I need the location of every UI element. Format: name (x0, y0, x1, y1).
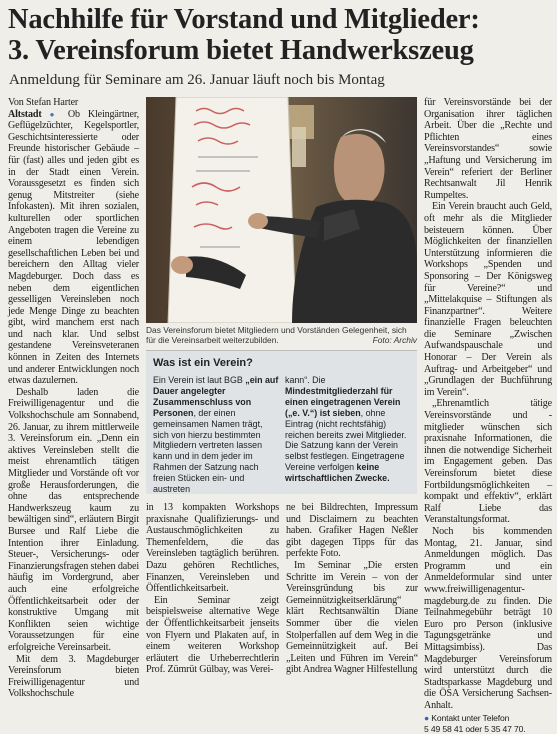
info-text: , der einen gemeinsamen Namen trägt, sich von hierzu bestimmten Mitgliedern vertreten lassen kann und in dem jeder im Rahmen der Satzung nach freien Stücken ein- und austreten (153, 407, 263, 495)
paragraph: Mit dem 3. Magdeburger Vereinsforum bieten Freiwilligenagentur und Volkshochschule (8, 653, 139, 700)
caption-text: Das Vereinsforum bietet Mitgliedern und Vorständen Gelegenheit, sich für die Vereinsarbeit weiterzubilden. (146, 325, 407, 345)
text-column-2 (146, 502, 279, 676)
paragraph: Ein Seminar zeigt beispielsweise alternative Wege der Öffentlichkeitsarbeit jenseits von Flyern und Plakaten auf, in einem weiteren Workshop erläutert die Urheberrechtlerin Prof. Zümrüt Gülbay, was Verei- (146, 594, 279, 676)
paragraph: Ein Verein braucht auch Geld, oft mehr als die Mitglieder beisteuern können. Über Möglichkeiten der finanziellen Unterstützung informieren die Workshops „Spenden und Sponsoring – Der Königsweg für Vereine?“ und „Mittelakquise – Stiftungen als Finanzpartner“. Weitere finanzielle Fragen beleuchten die Seminare „Zwischen Aufwandspauschale und Honorar – Der Verein als Auftrag- und Arbeitgeber“ und „Grundlagen der Buchführung im Verein“. (424, 201, 552, 398)
article-subheadline: Anmeldung für Seminare am 26. Januar läuft noch bis Montag (9, 72, 385, 88)
text-column-1 (8, 97, 139, 700)
info-text: , ohne Eintrag (nicht rechtsfähig) reichen bereits zwei Mitglieder. Die Satzung kann der Verein selbst festlegen. Eingetragene Vereine verfolgen (285, 407, 407, 473)
info-box-column-1 (153, 375, 279, 495)
paragraph (8, 109, 139, 387)
info-text: Ein Verein ist laut BGB (153, 375, 246, 385)
info-box-column-2 (285, 375, 411, 484)
paragraph: ne bei Bildrechten, Impressum und Disclaimern zu beachten haben. Grafiker Hagen Neßler gibt dagegen Tipps für das perfekte Foto. (286, 502, 418, 560)
info-box-title: Was ist ein Verein? (153, 357, 253, 369)
paragraph: Noch bis kommenden Montag, 21. Januar, sind Anmeldungen möglich. Das Programm und ein Anmeldeformular sind unter www.freiwilligenagentur-magdeburg.de zu finden. Die Teilnahmegebühr beträgt 10 Euro pro Person (inklusive Tagungsgetränke und Mittagsimbiss). Das Magdeburger Vereinsforum wird unterstützt durch die Stadtsparkasse Magdeburg und die ÖSA Versicherung Sachsen-Anhalt. (424, 525, 552, 711)
info-text-bold: Mindestmitgliederzahl für einen eingetragenen Verein („e. V.“) ist sieben (285, 385, 401, 418)
contact-dot-icon: ● (424, 713, 430, 724)
photo-credit: Foto: Archiv (372, 335, 417, 345)
byline: Von Stefan Harter (8, 97, 79, 108)
text-column-3 (286, 502, 418, 676)
article-photo (146, 97, 417, 323)
info-text-bold: keine wirtschaftlichen Zwecke. (285, 462, 390, 484)
article-headline (8, 4, 553, 66)
paragraph: „Ehrenamtlich tätige Vereinsvorstände und -mitglieder wünschen sich praxisnahe Informationen, die ihnen die notwendige Sicherheit im Engagement geben. Das Vereinsforum bietet diese Fortbildungsmöglichkeiten – kompakt und effektiv“, erklärt Ralf Liebe das Veranstaltungsformat. (424, 398, 552, 526)
paragraph: Im Seminar „Die ersten Schritte im Verein – von der Vereinsgründung bis zur Gemeinnützigkeitserklärung“ klärt Rechtsanwältin Diane Sommer über die vielen Stolperfallen auf dem Weg in die Gemeinnützigkeit auf. Bei „Leiten und Führen im Verein“ gibt Andrea Wagner Hilfestellung (286, 559, 418, 676)
paragraph: in 13 kompakten Workshops praxisnahe Qualifizierungs- und Austauschmöglichkeiten zu Themenfeldern, die das Vereinsleben tagtäglich berühren. Dazu gehören Rechtliches, Finanzen, Vereinsleben und Öffentlichkeitsarbeit. (146, 502, 279, 595)
info-box (146, 350, 417, 494)
photo-illustration (146, 97, 417, 323)
text-column-4 (424, 97, 552, 734)
contact-numbers: 5 49 58 41 oder 5 35 47 70. (424, 723, 526, 734)
contact-label: Kontakt unter Telefon (431, 713, 510, 724)
paragraph-text: Ob Kleingärtner, Geflügelzüchter, Kegelsportler, Geschichtsinteressierte oder Freunde historischer Gebäude – für (fast) alles und jeden gibt es in der Stadt einen Verein. Voraussgesetzt es finden sich genug Mitstreiter (siehe Infokasten). Mit ihren sozialen, kulturellen oder sportlichen Angeboten tragen die Vereine zu einem lebendigen gesellschaftlichen Leben bei und bereichern den Alltag vieler Magdeburger. Doch dass es neben dem eigentlichen gesselligen Vereinsleben noch jede Menge Dinge zu beachten gibt, wird manchem erst nach und nach klar. Und selbst gestandene Vereinsveteranen können in Zeiten des Internets und anderer Entwicklungen noch etwas dazulernen. (8, 108, 140, 387)
info-text: kann“. Die (285, 375, 326, 385)
headline-line-2: 3. Vereinsforum bietet Handwerkszeug (8, 35, 474, 66)
location-dot-icon: ● (49, 109, 60, 119)
location-label: Altstadt (8, 108, 42, 120)
info-text-bold: „ein auf Dauer angelegter Zusammenschluss von Personen (153, 375, 279, 418)
photo-caption (146, 325, 417, 345)
paragraph: Deshalb laden die Freiwilligenagentur und die Volkshochschule am Sonnabend, 26. Januar, zu ihrem mittlerweile 3. Vereinsforum ein. „Denn ein aktives Vereinsleben stellt die meist ehrenamtlich tätigen Mitglieder und Vorstände oft vor große Herausforderungen, die ohne das entsprechende Handwerkszeug kaum zu bewältigen sind“, erläutern Birgit Bursee und Ralf Liebe die Intention ihrer Einladung. Steuer-, Versicherungs- oder Finanzierungsfragen stehen dabei häufig im Vordergrund, aber auch eine erfolgreiche Öffentlichkeitsarbeit oder der konstruktive Umgang mit Konflikten seien wichtige Voraussetzungen für eine erfolgreiche Vereinsarbeit. (8, 386, 139, 653)
contact-info (424, 713, 552, 734)
paragraph: für Vereinsvorstände bei der Organisation ihrer täglichen Arbeit. Über die „Rechte und Pflichten eines Vereinsvorstandes“ sowie „Haftung und Versicherung im Verein“ referiert der Berliner Rechtsanwalt Jil Henrik Rumpeltes. (424, 97, 552, 201)
headline-line-1: Nachhilfe für Vorstand und Mitglieder: (8, 4, 480, 35)
